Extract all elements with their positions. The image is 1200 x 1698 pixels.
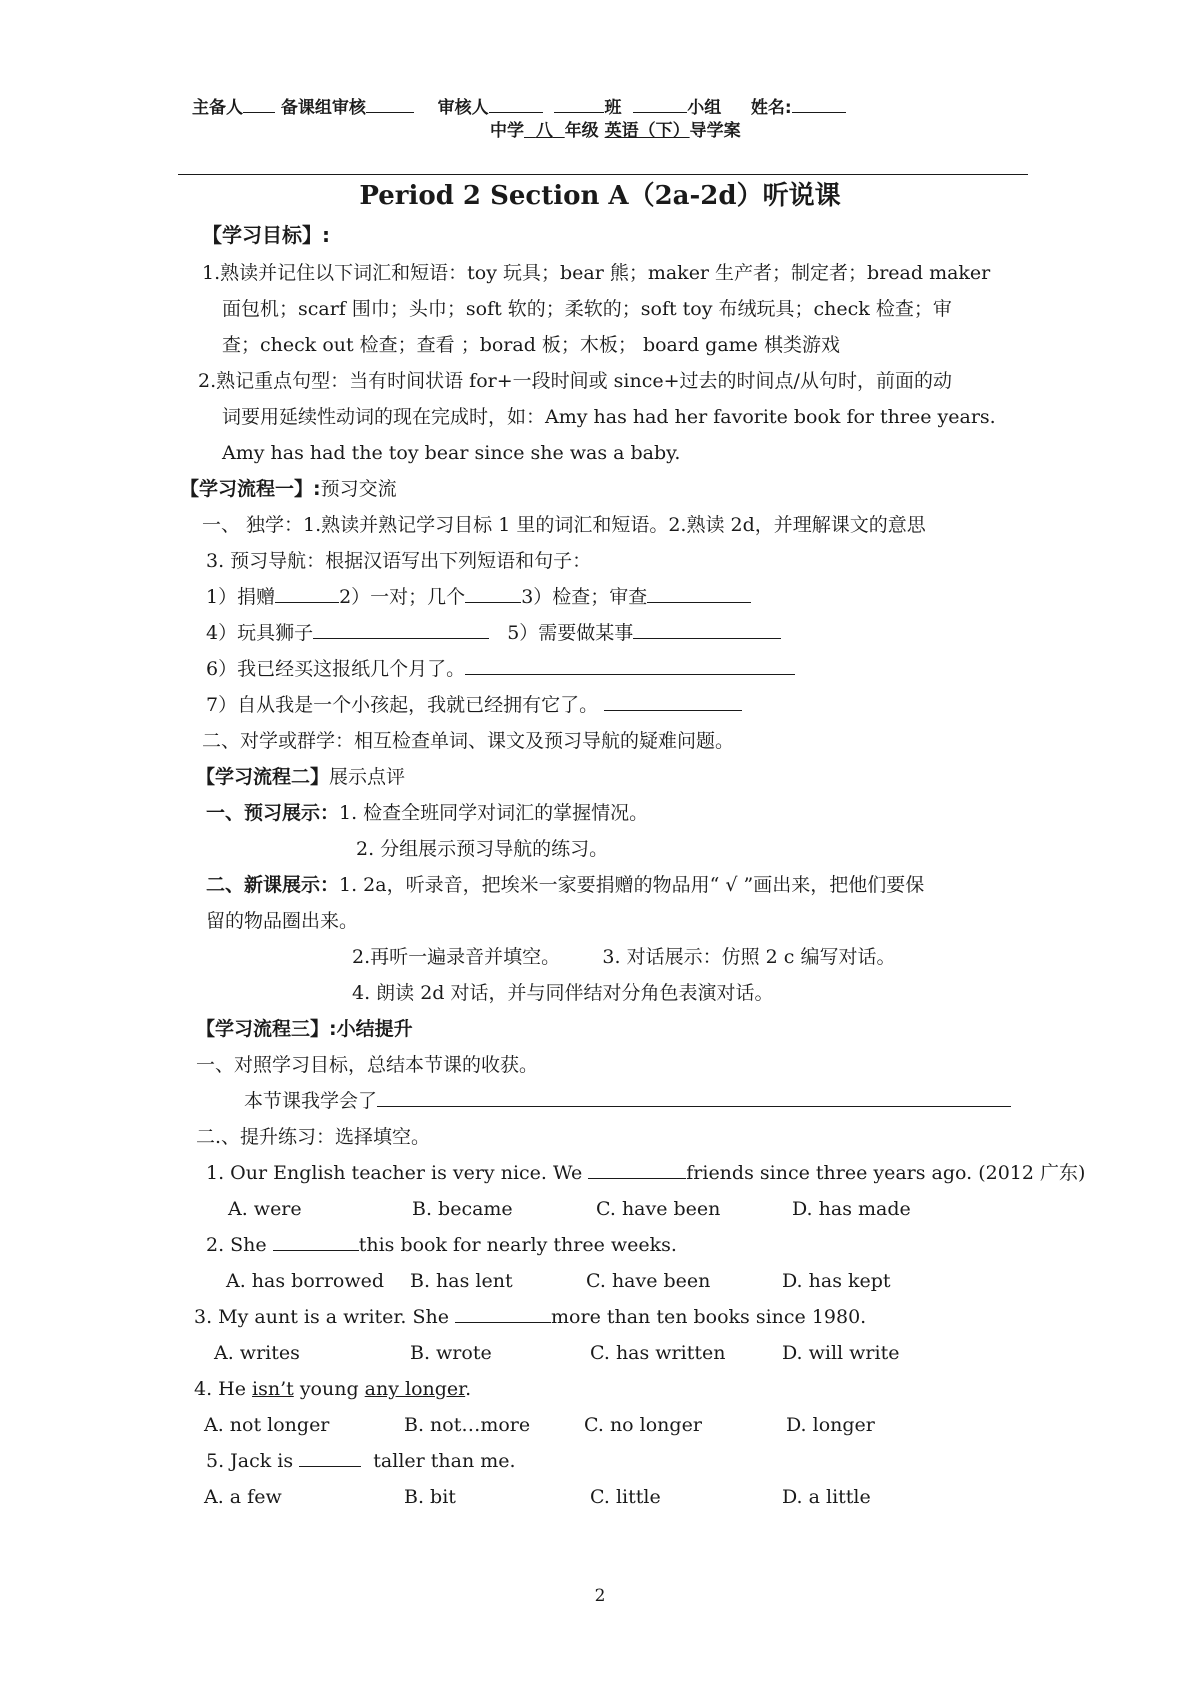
q4-option-b[interactable]: B. not…more — [404, 1414, 531, 1436]
flow3-heading: 【学习流程三】:小结提升 — [196, 1018, 413, 1040]
class-label: 班 — [604, 98, 622, 118]
goal-item-1-line-1: 1.熟读并记住以下词汇和短语：toy 玩具；bear 熊；maker 生产者；制定者；bread maker — [202, 262, 991, 284]
flow2-heading: 【学习流程二】展示点评 — [196, 766, 406, 788]
page-number: 2 — [594, 1586, 606, 1606]
question-2: 2. She this book for nearly three weeks. — [206, 1234, 677, 1256]
goal-item-1-line-2: 面包机；scarf 围巾；头巾；soft 软的；柔软的；soft toy 布绒玩具；check 检查；审 — [222, 298, 952, 320]
answer-blank[interactable] — [633, 620, 781, 639]
flow3-summary: 一、对照学习目标，总结本节课的收获。 — [196, 1054, 539, 1076]
answer-blank[interactable] — [273, 1232, 359, 1251]
answer-blank[interactable] — [604, 692, 742, 711]
preview-q5: 5）需要做某事 — [507, 622, 634, 644]
group-review-blank[interactable] — [366, 94, 414, 113]
q2-option-a[interactable]: A. has borrowed — [226, 1270, 385, 1292]
flow1-self-study: 一、 独学：1.熟读并熟记学习目标 1 里的词汇和短语。2.熟读 2d，并理解课文的意思 — [202, 514, 926, 536]
flow3-practice: 二.、提升练习：选择填空。 — [196, 1126, 431, 1148]
question-3: 3. My aunt is a writer. She more than ten books since 1980. — [194, 1306, 867, 1328]
answer-blank[interactable] — [647, 584, 751, 603]
question-1: 1. Our English teacher is very nice. We friends since three years ago. (2012 广东) — [206, 1162, 1086, 1184]
grade-label: 年级 — [564, 121, 599, 141]
q3-option-c[interactable]: C. has written — [590, 1342, 726, 1364]
q2-option-c[interactable]: C. have been — [586, 1270, 711, 1292]
flow2-new-lesson: 二、新课展示：1. 2a，听录音，把埃米一家要捐赠的物品用“ √ ”画出来，把他们要保 — [206, 874, 925, 896]
q3-option-b[interactable]: B. wrote — [410, 1342, 492, 1364]
goal-item-2-line-3: Amy has had the toy bear since she was a baby. — [222, 442, 681, 464]
flow2-new-lesson-4: 4. 朗读 2d 对话，并与同伴结对分角色表演对话。 — [352, 982, 774, 1004]
q2-option-b[interactable]: B. has lent — [410, 1270, 513, 1292]
goals-heading: 【学习目标】: — [202, 223, 330, 247]
flow2-new-lesson-cont: 留的物品圈出来。 — [206, 910, 359, 932]
header-divider — [178, 174, 1028, 175]
flow2-new-lesson-3: 2.再听一遍录音并填空。 3. 对话展示：仿照 2 c 编写对话。 — [352, 946, 896, 968]
preview-row-1 — [206, 584, 751, 610]
q1-option-c[interactable]: C. have been — [596, 1198, 721, 1220]
doc-type-label: 导学案 — [689, 121, 741, 141]
answer-blank[interactable] — [465, 656, 795, 675]
q2-option-d[interactable]: D. has kept — [782, 1270, 891, 1292]
q5-option-b[interactable]: B. bit — [404, 1486, 456, 1508]
q1-option-b[interactable]: B. became — [412, 1198, 513, 1220]
team-label: 小组 — [687, 98, 722, 118]
preview-row-3 — [206, 656, 795, 682]
preview-q2: 2）一对；几个 — [339, 586, 466, 608]
reviewer-blank[interactable] — [489, 94, 543, 113]
class-blank[interactable] — [554, 94, 604, 113]
question-5: 5. Jack is taller than me. — [206, 1450, 516, 1472]
preview-q4: 4）玩具狮子 — [206, 622, 314, 644]
flow2-preview-show: 一、预习展示：1. 检查全班同学对词汇的掌握情况。 — [206, 802, 649, 824]
preview-q3: 3）检查；审查 — [521, 586, 648, 608]
answer-blank[interactable] — [299, 1448, 361, 1467]
q5-option-a[interactable]: A. a few — [204, 1486, 282, 1508]
reviewer-label: 审核人 — [437, 98, 489, 118]
answer-blank[interactable] — [275, 584, 339, 603]
preview-q7: 7）自从我是一个小孩起，我就已经拥有它了。 — [206, 694, 599, 716]
flow2-preview-show-2: 2. 分组展示预习导航的练习。 — [356, 838, 609, 860]
grade-value: 八 — [535, 121, 553, 141]
name-blank[interactable] — [792, 94, 846, 113]
goal-item-2-line-2: 词要用延续性动词的现在完成时，如：Amy has had her favorite book for three years. — [222, 406, 996, 428]
q5-option-c[interactable]: C. little — [590, 1486, 661, 1508]
header-course-line — [490, 118, 741, 144]
q1-option-d[interactable]: D. has made — [792, 1198, 911, 1220]
q4-option-d[interactable]: D. longer — [786, 1414, 875, 1436]
goal-item-2-line-1: 2.熟记重点句型：当有时间状语 for+一段时间或 since+过去的时间点/从句时，前面的动 — [198, 370, 952, 392]
q3-option-d[interactable]: D. will write — [782, 1342, 900, 1364]
goal-item-1-line-3: 查；check out 检查；查看 ；borad 板；木板； board game 棋类游戏 — [222, 334, 840, 356]
flow1-heading: 【学习流程一】:预习交流 — [180, 478, 397, 500]
preview-row-4 — [206, 692, 742, 718]
q1-option-a[interactable]: A. were — [228, 1198, 302, 1220]
flow3-learned-label: 本节课我学会了 — [244, 1090, 378, 1112]
flow1-pair-study: 二、对学或群学：相互检查单词、课文及预习导航的疑难问题。 — [202, 730, 735, 752]
header-info-line — [192, 94, 846, 121]
flow1-preview-guide: 3. 预习导航：根据汉语写出下列短语和句子： — [206, 550, 592, 572]
answer-blank[interactable] — [465, 584, 521, 603]
learned-answer-blank[interactable] — [377, 1088, 1011, 1107]
prep-label: 主备人 — [192, 98, 243, 118]
q4-option-a[interactable]: A. not longer — [204, 1414, 330, 1436]
subject-label: 英语（下） — [604, 121, 690, 141]
answer-blank[interactable] — [455, 1304, 551, 1323]
preview-q6: 6）我已经买这报纸几个月了。 — [206, 658, 466, 680]
school-label: 中学 — [490, 121, 524, 141]
flow3-learned-row — [244, 1088, 1011, 1114]
question-4: 4. He isn’t young any longer. — [194, 1378, 472, 1400]
preview-row-2 — [206, 620, 781, 646]
preview-q1: 1）捐赠 — [206, 586, 276, 608]
name-label: 姓名: — [750, 98, 792, 118]
q5-option-d[interactable]: D. a little — [782, 1486, 871, 1508]
group-review-label: 备课组审核 — [280, 98, 366, 118]
team-blank[interactable] — [633, 94, 687, 113]
prep-blank[interactable] — [243, 94, 275, 113]
q4-option-c[interactable]: C. no longer — [584, 1414, 702, 1436]
page-title: Period 2 Section A（2a-2d）听说课 — [359, 181, 841, 211]
q3-option-a[interactable]: A. writes — [214, 1342, 300, 1364]
answer-blank[interactable] — [588, 1160, 686, 1179]
answer-blank[interactable] — [313, 620, 489, 639]
